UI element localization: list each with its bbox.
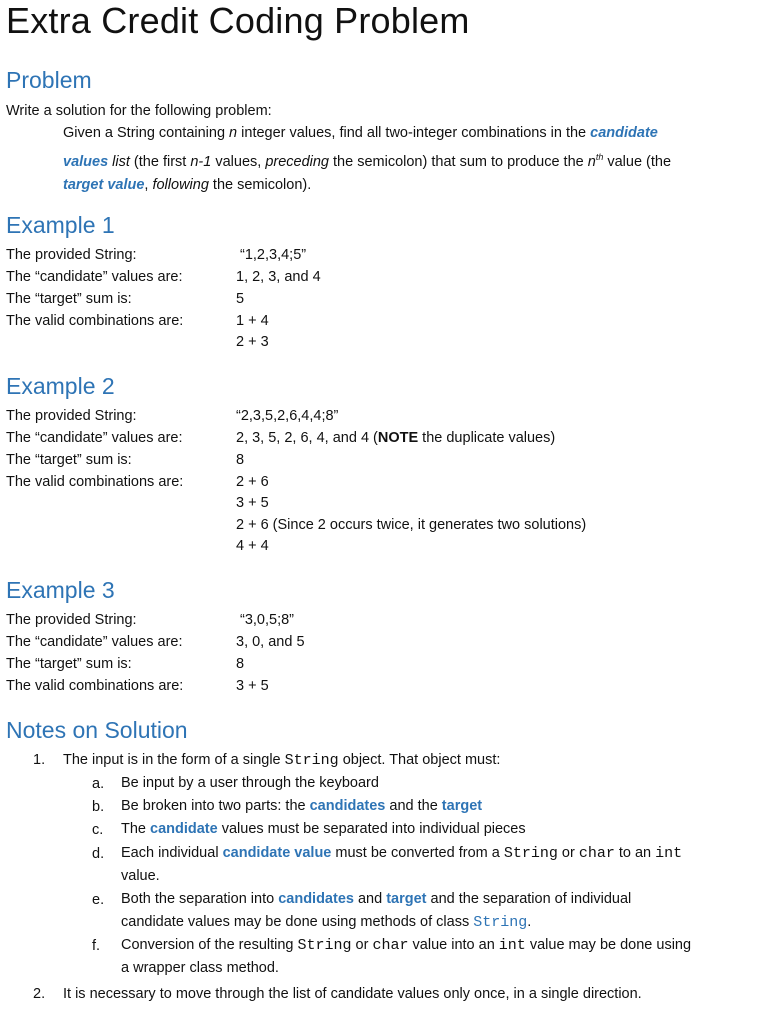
example2-candidates: 2, 3, 5, 2, 6, 4, and 4 (NOTE the duplicate values) [236, 430, 556, 446]
list-letter: f. [92, 938, 101, 954]
problem-heading: Problem [6, 67, 92, 93]
note-item-e: Both the separation into candidates and target and the separation of individual candidate values may be done using methods of class String. [121, 891, 632, 931]
list-number: 1. [33, 752, 46, 768]
list-number: 2. [33, 986, 46, 1002]
label-valid: The valid combinations are: [6, 678, 184, 694]
example3-candidates: 3, 0, and 5 [236, 634, 305, 650]
note-item-c: The candidate values must be separated into individual pieces [121, 821, 526, 837]
example2-heading: Example 2 [6, 373, 115, 399]
label-provided: The provided String: [6, 247, 137, 263]
label-target: The “target” sum is: [6, 291, 132, 307]
example3-string: “3,0,5;8” [240, 612, 294, 628]
note-item-2: It is necessary to move through the list of candidate values only once, in a single direction. [63, 986, 642, 1002]
problem-intro: Write a solution for the following problem: [6, 103, 272, 119]
example1-target: 5 [236, 291, 245, 307]
example1-candidates: 1, 2, 3, and 4 [236, 269, 321, 285]
example3-heading: Example 3 [6, 577, 115, 603]
example2-combo: 2 + 6 [236, 474, 269, 490]
problem-statement: Given a String containing n integer values, find all two-integer combinations in the candidate values list (the first n-1 values, preceding the semicolon) that sum to produce the $n^{th}$ value (the target value, following the semicolon). [63, 125, 672, 193]
label-valid: The valid combinations are: [6, 474, 184, 490]
label-valid: The valid combinations are: [6, 313, 184, 329]
label-provided: The provided String: [6, 612, 137, 628]
example1-string: “1,2,3,4;5” [240, 247, 307, 263]
list-letter: e. [92, 892, 105, 908]
label-candidate: The “candidate” values are: [6, 634, 183, 650]
label-target: The “target” sum is: [6, 656, 132, 672]
label-candidate: The “candidate” values are: [6, 269, 183, 285]
note-item-d: Each individual candidate value must be converted from a String or char to an int value. [121, 845, 683, 884]
example3-combo: 3 + 5 [236, 678, 269, 694]
example2-string: “2,3,5,2,6,4,4;8” [236, 408, 339, 424]
note-item-b: Be broken into two parts: the candidates and the target [121, 798, 483, 814]
list-letter: d. [92, 846, 105, 862]
list-letter: c. [92, 822, 104, 838]
list-letter: a. [92, 776, 105, 792]
example2-target: 8 [236, 452, 245, 468]
example3-target: 8 [236, 656, 245, 672]
example1-heading: Example 1 [6, 212, 115, 238]
note-item-1: The input is in the form of a single String object. That object must: [63, 752, 501, 769]
label-provided: The provided String: [6, 408, 137, 424]
example2-combo: 2 + 6 (Since 2 occurs twice, it generates two solutions) [236, 517, 587, 533]
example2-combo: 3 + 5 [236, 495, 269, 511]
example2-combo: 4 + 4 [236, 538, 269, 554]
notes-heading: Notes on Solution [6, 717, 188, 743]
note-item-a: Be input by a user through the keyboard [121, 775, 379, 791]
page-title: Extra Credit Coding Problem [6, 0, 470, 41]
list-letter: b. [92, 799, 105, 815]
example1-combo: 1 + 4 [236, 313, 269, 329]
note-item-f: Conversion of the resulting String or char value into an int value may be done using a wrapper class method. [121, 937, 692, 976]
label-candidate: The “candidate” values are: [6, 430, 183, 446]
label-target: The “target” sum is: [6, 452, 132, 468]
example1-combo: 2 + 3 [236, 334, 269, 350]
